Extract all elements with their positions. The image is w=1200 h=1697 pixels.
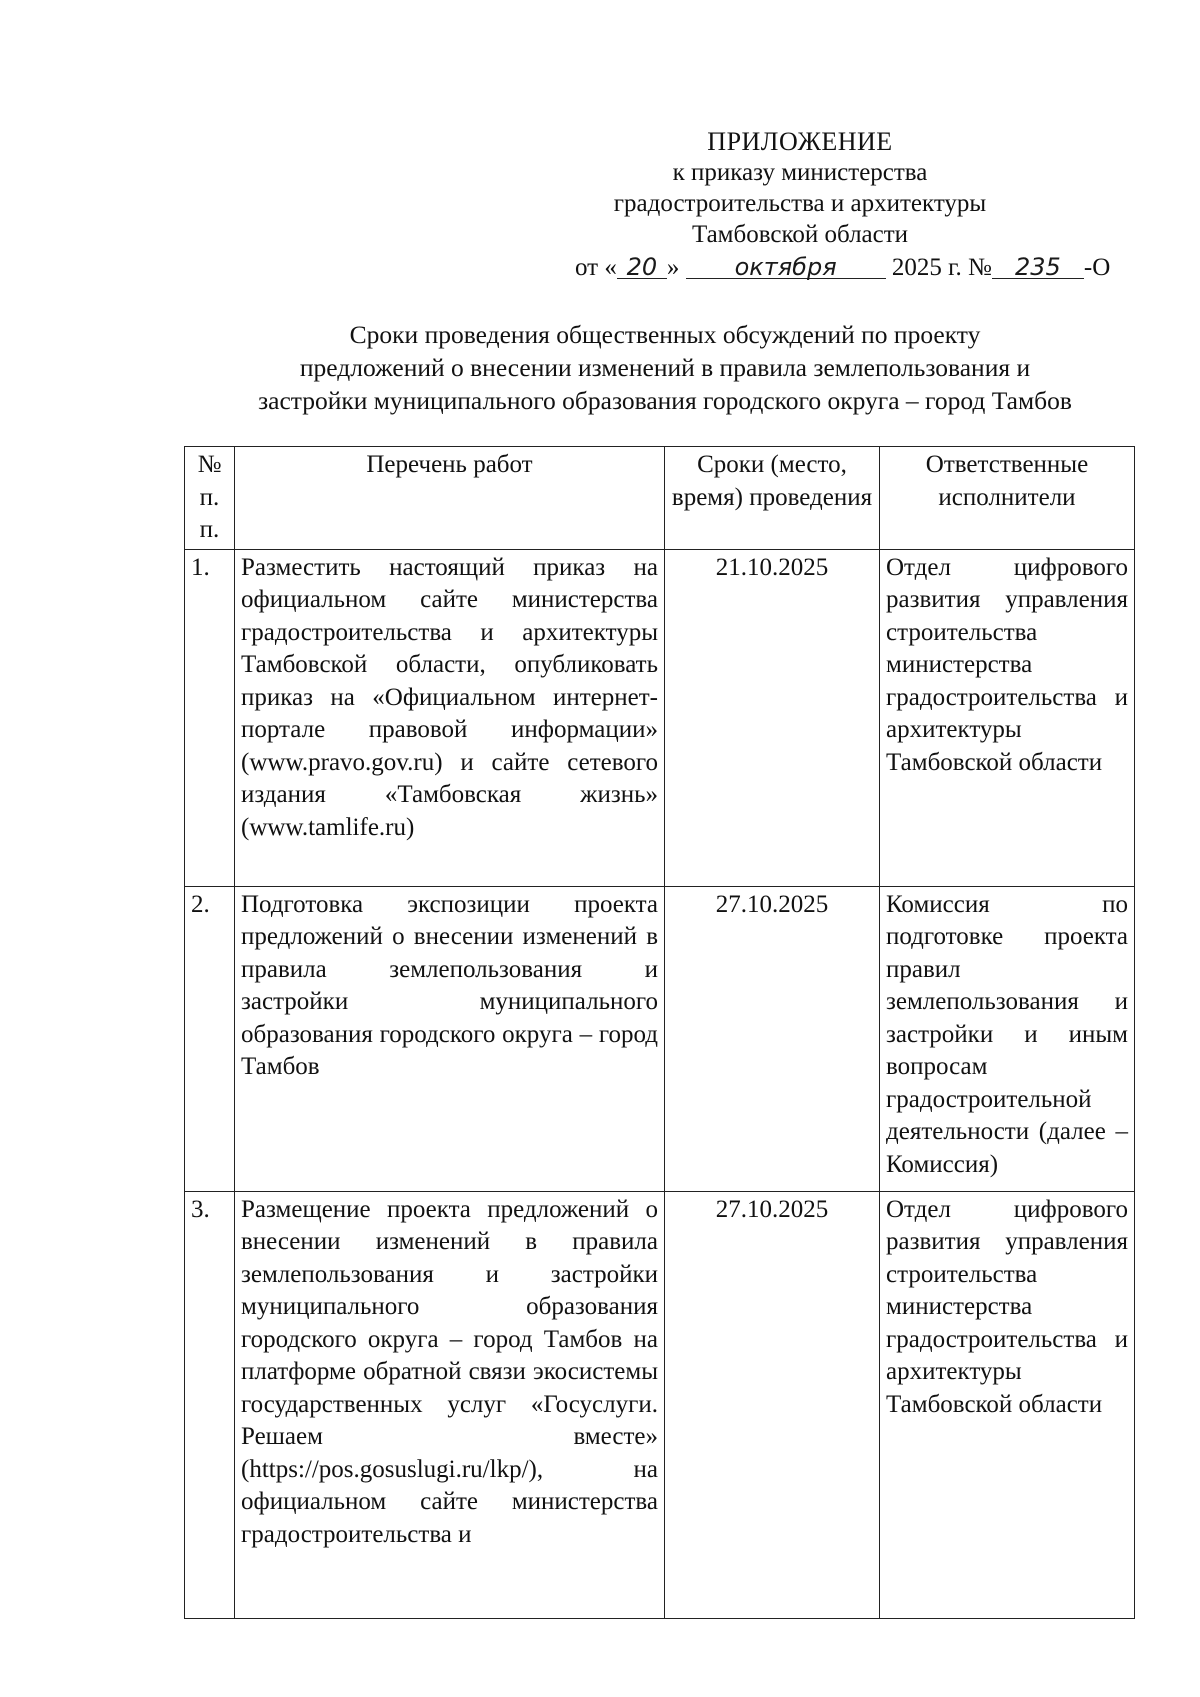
appendix-line-1: к приказу министерства bbox=[672, 159, 928, 186]
appendix-header bbox=[540, 126, 1060, 250]
table-row bbox=[185, 1191, 1135, 1618]
row-work: Размещение проекта предложений о внесении изменений в правила землепользования и застройки муниципального образования городского округа – город Тамбов на платформе обратной связи экосистемы государственных услуг «Госуслуги. Решаем вместе» (https://pos.gosuslugi.ru/lkp/), на официальном сайте министерства градостроительства и bbox=[235, 1191, 665, 1618]
title-line-1: Сроки проведения общественных обсуждений по проекту bbox=[349, 320, 981, 349]
handwritten-order-number: 235 bbox=[992, 256, 1084, 279]
date-prefix: от « bbox=[575, 254, 617, 281]
row-date: 27.10.2025 bbox=[665, 886, 880, 1191]
header-terms: Сроки (место, время) проведения bbox=[665, 447, 880, 550]
appendix-heading: ПРИЛОЖЕНИЕ bbox=[707, 127, 893, 156]
appendix-line-2: градостроительства и архитектуры bbox=[613, 190, 987, 217]
header-number: № п. п. bbox=[185, 447, 235, 550]
appendix-line-3: Тамбовской области bbox=[691, 221, 909, 248]
handwritten-month: октября bbox=[686, 256, 886, 279]
row-responsible: Отдел цифрового развития управления строительства министерства градостроительства и архитектуры Тамбовской области bbox=[880, 549, 1135, 886]
document-title bbox=[150, 318, 1180, 417]
table-row bbox=[185, 886, 1135, 1191]
row-responsible: Комиссия по подготовке проекта правил землепользования и застройки и иным вопросам градостроительной деятельности (далее – Комиссия) bbox=[880, 886, 1135, 1191]
header-responsible: Ответственные исполнители bbox=[880, 447, 1135, 550]
day-suffix: » bbox=[666, 254, 680, 281]
works-table bbox=[184, 446, 1135, 1619]
title-line-2: предложений о внесении изменений в правила землепользования и bbox=[299, 353, 1031, 382]
row-date: 21.10.2025 bbox=[665, 549, 880, 886]
row-work: Подготовка экспозиции проекта предложений о внесении изменений в правила землепользования и застройки муниципального образования городского округа – город Тамбов bbox=[235, 886, 665, 1191]
row-responsible: Отдел цифрового развития управления строительства министерства градостроительства и архитектуры Тамбовской области bbox=[880, 1191, 1135, 1618]
order-date-line bbox=[575, 254, 1135, 282]
table-row bbox=[185, 549, 1135, 886]
row-number: 3. bbox=[185, 1191, 235, 1618]
title-line-3: застройки муниципального образования городского округа – город Тамбов bbox=[258, 386, 1072, 415]
row-number: 2. bbox=[185, 886, 235, 1191]
header-works: Перечень работ bbox=[235, 447, 665, 550]
row-number: 1. bbox=[185, 549, 235, 886]
number-suffix: -О bbox=[1083, 254, 1111, 281]
table-header-row bbox=[185, 447, 1135, 550]
handwritten-day: 20 bbox=[617, 256, 667, 279]
row-work: Разместить настоящий приказ на официальном сайте министерства градостроительства и архитектуры Тамбовской области, опубликовать приказ на «Официальном интернет-портале правовой информации» (www.pravo.gov.ru) и сайте сетевого издания «Тамбовская жизнь» (www.tamlife.ru) bbox=[235, 549, 665, 886]
year-number-label: 2025 г. № bbox=[891, 254, 992, 281]
row-date: 27.10.2025 bbox=[665, 1191, 880, 1618]
